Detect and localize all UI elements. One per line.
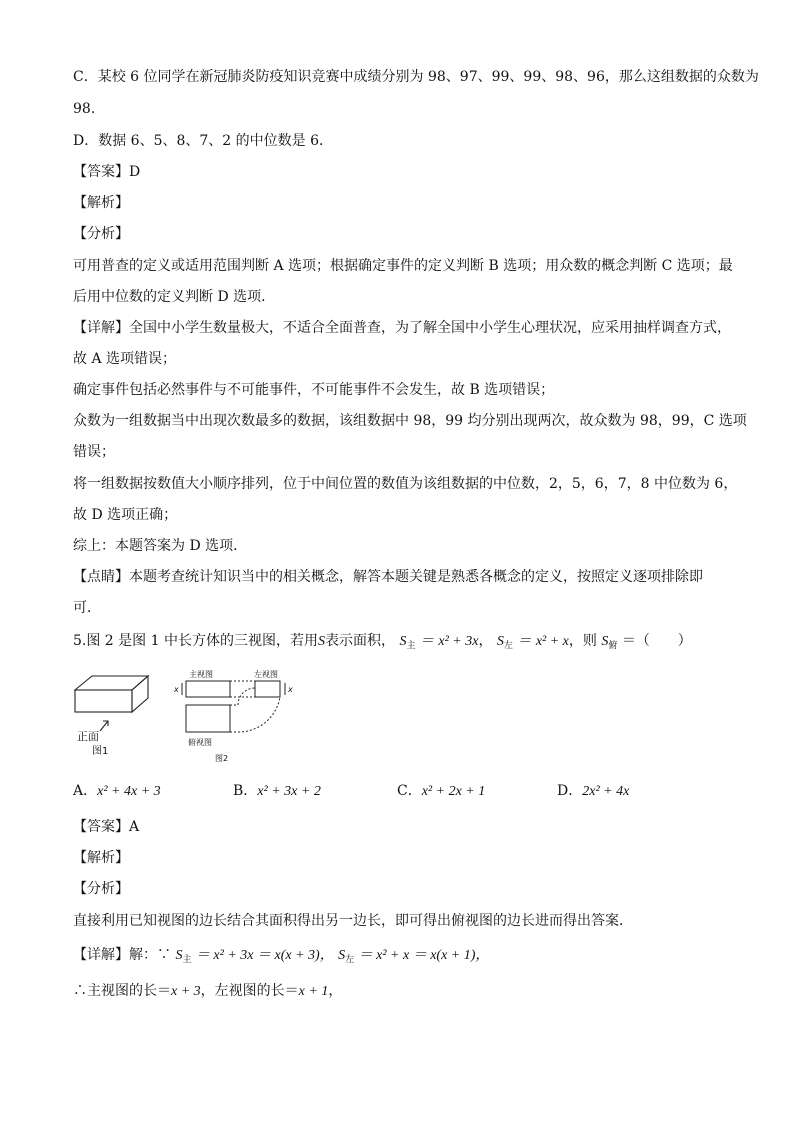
q4-analysis-line-1: 可用普查的定义或适用范围判断 A 选项；根据确定事件的定义判断 B 选项；用众数的概念判断 C 选项；最 xyxy=(73,258,733,274)
option-c-line-2: 98． xyxy=(73,101,105,117)
q5-option-b[interactable]: B．x² + 3x + 2 xyxy=(233,783,321,799)
main-view-label: 主视图 xyxy=(189,670,213,679)
top-view-label: 俯视图 xyxy=(188,738,212,747)
q4-fenxi-heading: 【分析】 xyxy=(73,226,129,242)
q5-detail: 【详解】解：∵ $S_主 = x^2 + 3x = x(x + 3)$， $S_左 = x^2 + x = x(x + 1)$， xyxy=(73,947,490,964)
q4-note-line-2: 可． xyxy=(73,600,101,616)
s-main-expr: x² + 3x xyxy=(438,634,479,649)
main-view-rect xyxy=(186,681,230,697)
figure-2-caption: 图2 xyxy=(215,754,229,763)
q4-detail-line-7: 故 D 选项正确； xyxy=(73,507,178,523)
cuboid-top-face xyxy=(75,676,148,690)
figure-1-cuboid xyxy=(72,670,156,762)
q4-detail-line-4: 众数为一组数据当中出现次数最多的数据，该组数据中 98，99 均分别出现两次，故众数为 98，99，C 选项 xyxy=(73,413,747,429)
q4-jiexi-heading: 【解析】 xyxy=(73,195,129,211)
q5-conclusion: ∴主视图的长＝x + 3，左视图的长＝x + 1， xyxy=(73,983,343,999)
q5-answer: 【答案】A xyxy=(73,819,140,835)
figure-2-three-views xyxy=(170,664,305,766)
figure-1-caption: 图1 xyxy=(92,746,109,757)
q5-analysis: 直接利用已知视图的边长结合其面积得出另一边长，即可得出俯视图的边长进而得出答案． xyxy=(73,913,633,929)
q5-option-c[interactable]: C．x² + 2x + 1 xyxy=(397,783,486,799)
x-mark-right: x xyxy=(288,685,293,694)
q4-detail-line-2: 故 A 选项错误； xyxy=(73,351,177,367)
q5-option-a[interactable]: A．x² + 4x + 3 xyxy=(73,783,161,799)
s-top-term: $S_俯$ xyxy=(601,634,618,650)
q4-summary: 综上：本题答案为 D 选项． xyxy=(73,538,248,554)
s-left-term: $S_左$ xyxy=(496,634,513,650)
q5-option-d[interactable]: D．2x² + 4x xyxy=(557,783,630,799)
option-c-line-1: C．某校 6 位同学在新冠肺炎防疫知识竞赛中成绩分别为 98、97、99、99、98、96，那么这组数据的众数为 xyxy=(73,69,759,85)
cuboid-front-face xyxy=(75,690,132,712)
q4-note-line-1: 【点睛】本题考查统计知识当中的相关概念，解答本题关键是熟悉各概念的定义，按照定义逐项排除即 xyxy=(73,569,703,585)
option-d-line: D．数据 6、5、8、7、2 的中位数是 6． xyxy=(73,133,334,149)
cuboid-side-face xyxy=(132,676,148,712)
q4-detail-line-6: 将一组数据按数值大小顺序排列，位于中间位置的数值为该组数据的中位数，2，5，6，7，8 中位数为 6， xyxy=(73,476,738,492)
front-label: 正面 xyxy=(77,730,99,743)
q4-detail-line-1: 【详解】全国中小学生数量极大，不适合全面普查，为了解全国中小学生心理状况，应采用抽样调查方式， xyxy=(73,320,731,336)
front-arrow xyxy=(100,721,108,731)
x-mark-left: x xyxy=(174,685,179,694)
q5-stem: 5.图 2 是图 1 中长方体的三视图，若用S表示面积， $S_主 = x^2 + 3x$， $S_左 = x^2 + x$，则 $S_俯$ ＝（ ） xyxy=(73,633,692,650)
left-view-rect xyxy=(255,681,280,697)
q4-detail-line-5: 错误； xyxy=(73,444,115,460)
top-view-rect xyxy=(186,705,230,732)
left-view-label: 左视图 xyxy=(254,670,278,679)
q4-answer: 【答案】D xyxy=(73,164,141,180)
s-main-term: $S_主$ xyxy=(399,634,416,650)
q5-jiexi-heading: 【解析】 xyxy=(73,850,129,866)
s-left-expr: x² + x xyxy=(535,634,569,649)
q5-fenxi-heading: 【分析】 xyxy=(73,881,129,897)
q4-analysis-line-2: 后用中位数的定义判断 D 选项． xyxy=(73,289,276,305)
q4-detail-line-3: 确定事件包括必然事件与不可能事件，不可能事件不会发生，故 B 选项错误； xyxy=(73,382,555,398)
